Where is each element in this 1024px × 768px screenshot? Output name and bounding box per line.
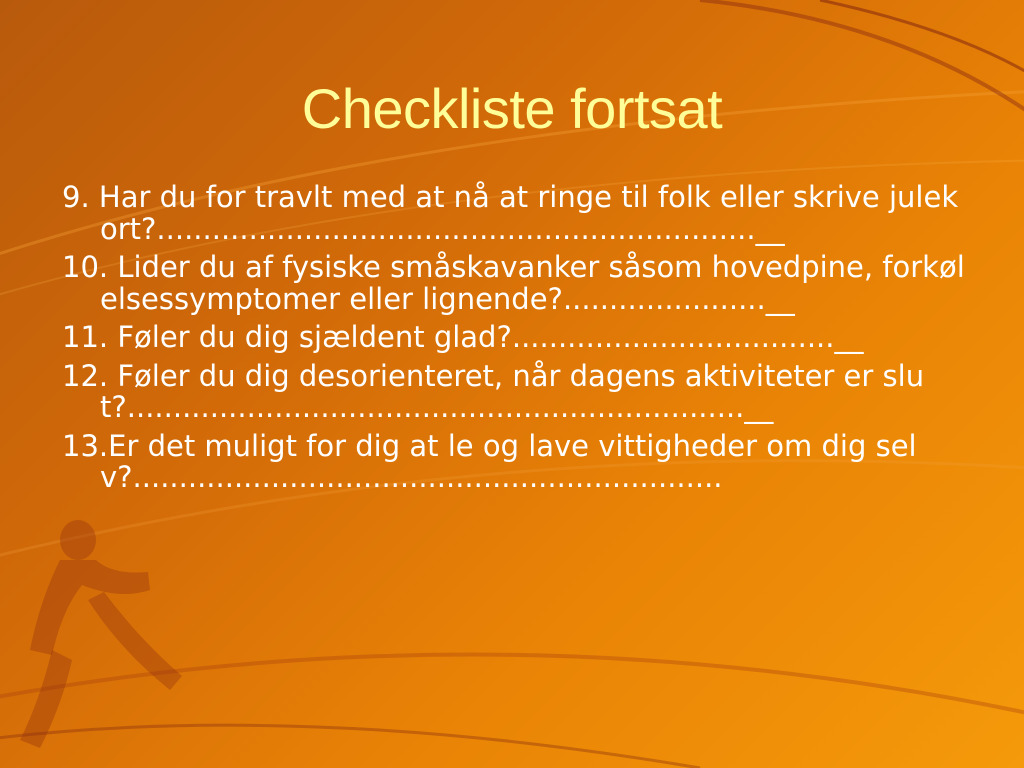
checklist-item: 10. Lider du af fysiske småskavanker såsom hovedpine, forkølelsessymptomer eller lignende?......................__ (62, 250, 965, 316)
runner-silhouette (20, 520, 182, 748)
checklist-item: 13.Er det muligt for dig at le og lave vittigheder om dig selv?................................................................ (62, 428, 917, 494)
background-swoosh (820, 0, 1024, 80)
slide-title: Checkliste fortsat (301, 77, 723, 140)
checklist-item: 9. Har du for travlt med at nå at ringe til folk eller skrive julekort?.................................................................__ (62, 180, 959, 246)
checklist-item: 11. Føler du dig sjældent glad?...................................__ (62, 320, 864, 354)
checklist-item: 12. Føler du dig desorienteret, når dagens aktiviteter er slut?...................................................................__ (62, 358, 925, 424)
background-swoosh (0, 725, 700, 768)
checklist (62, 182, 972, 501)
